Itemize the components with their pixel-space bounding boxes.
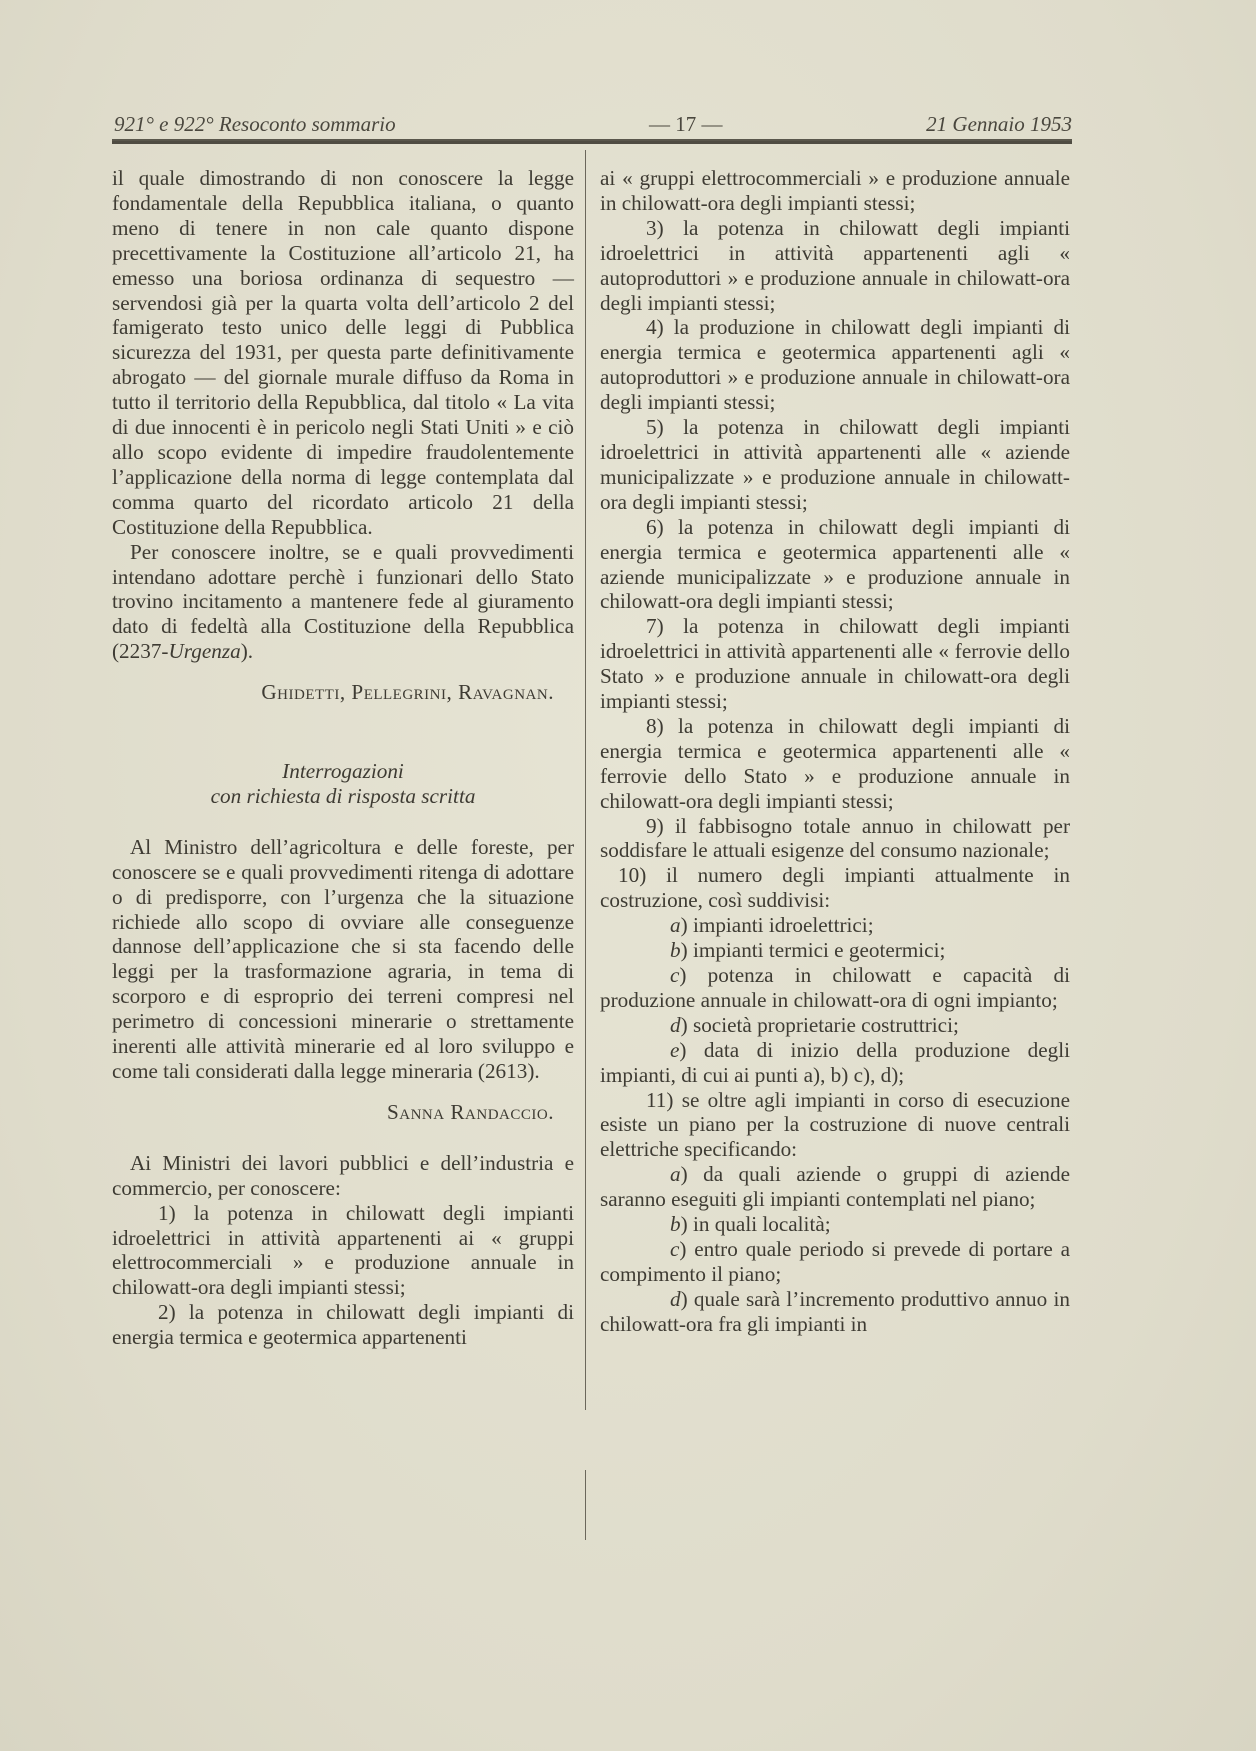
header-date: 21 Gennaio 1953 [926,112,1072,136]
signature: Sanna Randaccio. [386,1099,554,1124]
section-title: Interrogazioni [282,759,404,784]
right-column [600,166,1070,1337]
column-divider [585,150,586,1410]
list-item: 5) la potenza in chilowatt degli impianti idroelettrici in attività appartenenti alle « aziende municipalizzate » e produzione annuale in chilowatt-ora degli impianti stessi; [600,415,1070,514]
list-item: 10) il numero degli impianti attualmente in costruzione, così suddivisi: [600,863,1070,913]
sub-item: a) impianti idroelettrici; [670,913,874,938]
list-item: 8) la potenza in chilowatt degli impianti di energia termica e geotermica appartenenti alle « ferrovie dello Stato » e produzione annuale in chilowatt-ora degli impianti stessi; [600,713,1070,813]
header-rule [112,139,1072,144]
page-header [112,108,1072,138]
paragraph: Ai Ministri dei lavori pubblici e dell’industria e commercio, per conoscere: [112,1150,574,1200]
sub-item: c) entro quale periodo si prevede di portare a compimento il piano; [600,1236,1070,1286]
list-item: 2) la potenza in chilowatt degli impianti di energia termica e geotermica appartenenti [112,1300,574,1350]
paragraph: Al Ministro dell’agricoltura e delle foreste, per conoscere se e quali provvedimenti ritenga di adottare o di predisporre, con l’urgenza che la situazione richiede allo scopo di ovviare alle conseguenze dannose dell’applicazione che si sta facendo delle leggi per la trasformazione agraria, in tema di scorporo e di esproprio dei terreni compresi nel perimetro di concessioni minerarie o strettamente inerenti alle attività minerarie ed al loro sviluppo e come tali considerati dalla legge mineraria (2613). [112,834,574,1083]
list-item: 9) il fabbisogno totale annuo in chilowatt per soddisfare le attuali esigenze del consumo nazionale; [600,813,1070,863]
sub-item: b) in quali località; [670,1212,831,1237]
sub-item: d) quale sarà l’incremento produttivo annuo in chilowatt-ora fra gli impianti in [600,1286,1070,1336]
list-item: 4) la produzione in chilowatt degli impianti di energia termica e geotermica appartenenti agli « autoproduttori » e produzione annuale in chilowatt-ora degli impianti stessi; [600,315,1070,415]
list-item: 11) se oltre agli impianti in corso di esecuzione esiste un piano per la costruzione di nuove centrali elettriche specificando: [600,1087,1070,1162]
list-item: 7) la potenza in chilowatt degli impianti idroelettrici in attività appartenenti alle « ferrovie dello Stato » e produzione annuale in chilowatt-ora degli impianti stessi; [600,614,1070,714]
signature: Ghidetti, Pellegrini, Ravagnan. [261,680,554,705]
sub-item: d) società proprietarie costruttrici; [670,1012,959,1037]
sub-item: b) impianti termici e geotermici; [670,938,946,963]
left-column [112,166,574,1350]
sub-item: c) potenza in chilowatt e capacità di produzione annuale in chilowatt-ora di ogni impianto; [600,963,1070,1012]
list-item-continuation: ai « gruppi elettrocommerciali » e produzione annuale in chilowatt-ora degli impianti stessi; [600,166,1070,215]
page-number: — 17 — [649,112,723,136]
paragraph: il quale dimostrando di non conoscere la legge fondamentale della Repubblica italiana, o quanto meno di tenere in non cale quanto dispone precettivamente la Costituzione all’articolo 21, ha emesso una boriosa ordinanza di sequestro — servendosi già per la quarta volta dell’articolo 2 del famigerato testo unico delle leggi di Pubblica sicurezza del 1931, per questa parte definitivamente abrogato — del giornale murale diffuso da Roma in tutto il territorio della Repubblica, dal titolo « La vita di due innocenti è in pericolo negli Stati Uniti » e ciò allo scopo evidente di impedire fraudolentemente l’applicazione della norma di legge contemplata dal comma quarto del ricordato articolo 21 della Costituzione della Repubblica. [112,166,574,539]
section-subtitle: con richiesta di risposta scritta [210,783,476,808]
list-item: 1) la potenza in chilowatt degli impianti idroelettrici in attività appartenenti ai « gruppi elettrocommerciali » e produzione annuale in chilowatt-ora degli impianti stessi; [112,1200,574,1300]
sub-item: e) data di inizio della produzione degli impianti, di cui ai punti a), b) c), d); [600,1037,1070,1087]
list-item: 6) la potenza in chilowatt degli impianti di energia termica e geotermica appartenenti alle « aziende municipalizzate » e produzione annuale in chilowatt-ora degli impianti stessi; [600,514,1070,614]
paragraph: Per conoscere inoltre, se e quali provvedimenti intendano adottare perchè i funzionari dello Stato trovino incitamento a mantenere fede al giuramento dato di fedeltà alla Costituzione della Repubblica (2237-Urgenza). [112,539,574,664]
header-session-title: 921° e 922° Resoconto sommario [114,112,396,136]
sub-item: a) da quali aziende o gruppi di aziende saranno eseguiti gli impianti contemplati nel piano; [600,1162,1070,1212]
column-divider-lower [585,1470,586,1540]
list-item: 3) la potenza in chilowatt degli impianti idroelettrici in attività appartenenti agli « autoproduttori » e produzione annuale in chilowatt-ora degli impianti stessi; [600,215,1070,315]
